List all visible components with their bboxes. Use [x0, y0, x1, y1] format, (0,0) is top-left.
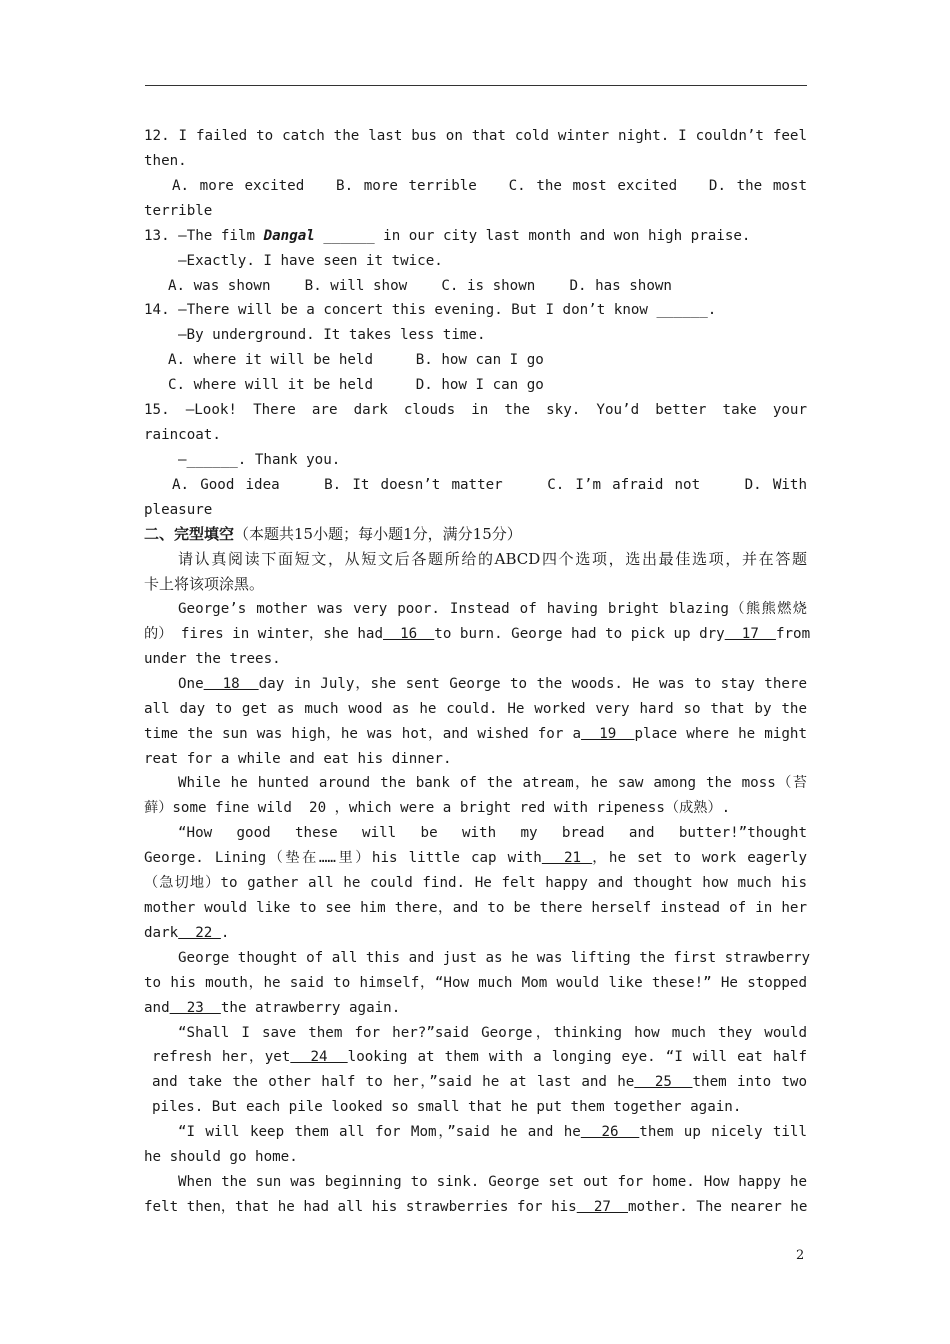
- passage-line: （急切地）to gather all he could find. He felt happy and thought how much his: [144, 875, 807, 891]
- question-13-options: A. was shown B. will show C. is shown D. has shown: [168, 278, 672, 294]
- passage-line: When the sun was beginning to sink. George set out for home. How happy he: [178, 1174, 807, 1190]
- section-2-instructions: 请认真阅读下面短文，从短文后各题所给的ABCD四个选项，选出最佳选项，并在答题: [178, 550, 807, 568]
- passage-line: 藓）some fine wild 20 ，which were a bright red with ripeness（成熟）.: [144, 800, 731, 816]
- question-12-options: A. more excited B. more terrible C. the most excited D. the most: [172, 178, 807, 194]
- passage-line: piles. But each pile looked so small that he put them together again.: [152, 1099, 742, 1115]
- question-15-options-cont: pleasure: [144, 502, 213, 518]
- section-2-instructions-cont: 卡上将该项涂黑。: [144, 575, 265, 593]
- passage-line: George’s mother was very poor. Instead of having bright blazing（熊熊燃烧: [178, 601, 807, 617]
- passage-line: “How good these will be with my bread and butter!”thought: [178, 825, 807, 841]
- question-15-text-cont: raincoat.: [144, 427, 221, 443]
- passage-line: dark 22 .: [144, 925, 230, 941]
- passage-line: George. Lining（垫在……里）his little cap with 21 ，he set to work eagerly: [144, 850, 807, 866]
- blank-number: 16: [383, 626, 435, 642]
- blank-number: 18: [203, 676, 259, 692]
- question-12-text: 12. I failed to catch the last bus on that cold winter night. I couldn’t feel: [144, 128, 807, 144]
- question-12-text-cont: then.: [144, 153, 187, 169]
- question-13-text: 13. —The film Dangal ______ in our city last month and won high praise.: [144, 228, 751, 244]
- blank-number: 17: [724, 626, 776, 642]
- question-14-text: 14. —There will be a concert this evening. But I don’t know ______.: [144, 302, 717, 318]
- page-number: 2: [796, 1248, 805, 1263]
- blank-number: 27: [576, 1199, 628, 1215]
- passage-line: to his mouth，he said to himself，“How much Mom would like these!” He stopped: [144, 975, 807, 991]
- passage-line: time the sun was high，he was hot，and wished for a 19 place where he might: [144, 726, 807, 742]
- passage-line: refresh her，yet 24 looking at them with a longing eye. “I will eat half: [152, 1049, 807, 1065]
- blank-number: 26: [580, 1124, 640, 1140]
- blank-number: 23: [169, 1000, 221, 1016]
- blank-number: 25: [634, 1074, 693, 1090]
- question-14-options-ab: A. where it will be held B. how can I go: [168, 352, 544, 368]
- question-14-options-cd: C. where will it be held D. how I can go: [168, 377, 544, 393]
- question-15-reply: —______. Thank you.: [178, 452, 341, 468]
- passage-line: “I will keep them all for Mom，”said he and he 26 them up nicely till: [178, 1124, 808, 1140]
- passage-line: “Shall I save them for her?”said George，thinking how much they would: [178, 1025, 807, 1041]
- question-14-reply: —By underground. It takes less time.: [178, 327, 486, 343]
- header-rule: [145, 85, 807, 86]
- passage-line: 的） fires in winter，she had 16 to burn. George had to pick up dry 17 from: [144, 626, 811, 642]
- passage-line: and take the other half to her，”said he at last and he 25 them into two: [152, 1074, 808, 1090]
- blank-number: 24: [290, 1049, 348, 1065]
- section-2-heading: 二、完型填空（本题共15小题；每小题1分，满分15分）: [144, 525, 522, 543]
- passage-line: felt then，that he had all his strawberries for his 27 mother. The nearer he: [144, 1199, 808, 1215]
- passage-line: he should go home.: [144, 1149, 298, 1165]
- blank-number: 19: [581, 726, 635, 742]
- passage-line: and 23 the atrawberry again.: [144, 1000, 401, 1016]
- passage-line: mother would like to see him there，and to be there herself instead of in her: [144, 900, 807, 916]
- question-15-options: A. Good idea B. It doesn’t matter C. I’m afraid not D. With: [172, 477, 807, 493]
- blank-number: 22: [178, 925, 221, 941]
- blank-number: 21: [541, 850, 593, 866]
- question-15-text: 15. —Look! There are dark clouds in the sky. You’d better take your: [144, 402, 807, 418]
- passage-line: under the trees.: [144, 651, 281, 667]
- question-12-options-cont: terrible: [144, 203, 213, 219]
- passage-line: One 18 day in July，she sent George to the woods. He was to stay there: [178, 676, 808, 692]
- passage-line: all day to get as much wood as he could. He worked very hard so that by the: [144, 701, 807, 717]
- question-13-reply: —Exactly. I have seen it twice.: [178, 253, 443, 269]
- passage-line: While he hunted around the bank of the atream，he saw among the moss（苔: [178, 775, 807, 791]
- passage-line: reat for a while and eat his dinner.: [144, 751, 452, 767]
- passage-line: George thought of all this and just as he was lifting the first strawberry: [178, 950, 811, 966]
